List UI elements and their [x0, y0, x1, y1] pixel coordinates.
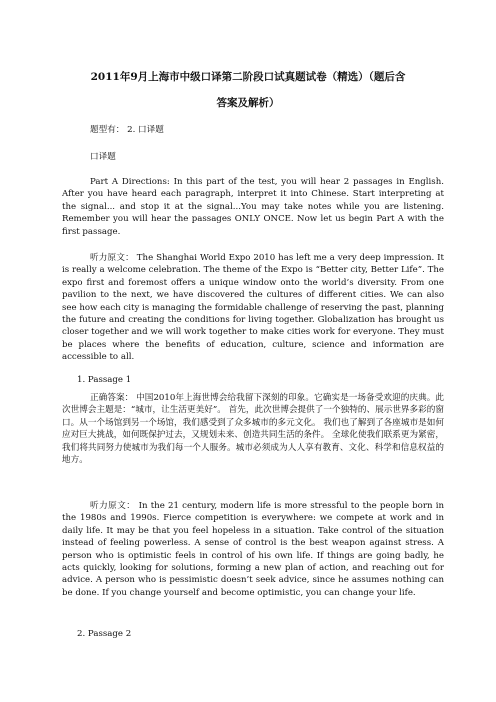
- passage-1-source: 听力原文： The Shanghai World Expo 2010 has left me a very deep impression. It is really a welcome celebration. The theme of the Expo is “Better city, Better Life”. The expo first and foremost offers a unique window onto the world’s diversity. From one pavilion to the next, we have discovered the cultures of different cities. We can also see how each city is managing the formidable challenge of reserving the past, planning the future and creating the conditions for living together. Globalization has brought us closer together and we will work together to make cities work for everyone. They must be places where the benefits of education, culture, science and information are accessible to all.: [62, 253, 444, 363]
- passage-2-label: 2. Passage 2: [77, 629, 132, 639]
- document-title: [40, 64, 456, 116]
- title-line-1: 2011年9月上海市中级口译第二阶段口试真题试卷（精选）（题后含: [90, 71, 406, 83]
- question-type: 题型有： 2. 口译题: [90, 125, 164, 135]
- passage-1-answer: 正确答案： 中国2010年上海世博会给我留下深刻的印象。它确实是一场备受欢迎的庆典。此次世博会主题是：“城市，让生活更美好”。 首先，此次世博会提供了一个独特的、展示世界多彩的窗口。从一个场馆到另一个场馆，我们感受到了众多城市的多元文化。 我们也了解到了各座城市是如何应对巨大挑战，如何既保护过去，又规划未来、创造共同生活的条件。 全球化使我们联系更为紧密，我们将共同努力使城市为我们每一个人服务。城市必须成为人人享有教育、文化、科学和信息权益的地方。: [62, 393, 444, 466]
- section-label: 口译题: [90, 152, 116, 162]
- part-a-directions: Part A Directions: In this part of the test, you will hear 2 passages in English. After you have heard each paragraph, interpret it into Chinese. Start interpreting at the signal... and stop it at the signal...You may take notes while you are listening. Remember you will hear the passages ONLY ONCE. Now let us begin Part A with the first passage.: [62, 177, 444, 237]
- title-line-2: 答案及解析）: [216, 97, 280, 109]
- passage-1-label: 1. Passage 1: [77, 375, 132, 385]
- passage-2-source: 听力原文： In the 21 century, modern life is more stressful to the people born in the 1980s and 1990s. Fierce competition is everywhere: we compete at work and in daily life. It may be that you feel hopeless in a situation. Take control of the situation instead of feeling powerless. A sense of control is the best weapon against stress. A person who is optimistic feels in control of his own life. If things are going badly, he acts quickly, looking for solutions, forming a new plan of action, and reaching out for advice. A person who is pessimistic doesn’t seek advice, since he assumes nothing can be done. If you change yourself and become optimistic, you can change your life.: [62, 501, 444, 598]
